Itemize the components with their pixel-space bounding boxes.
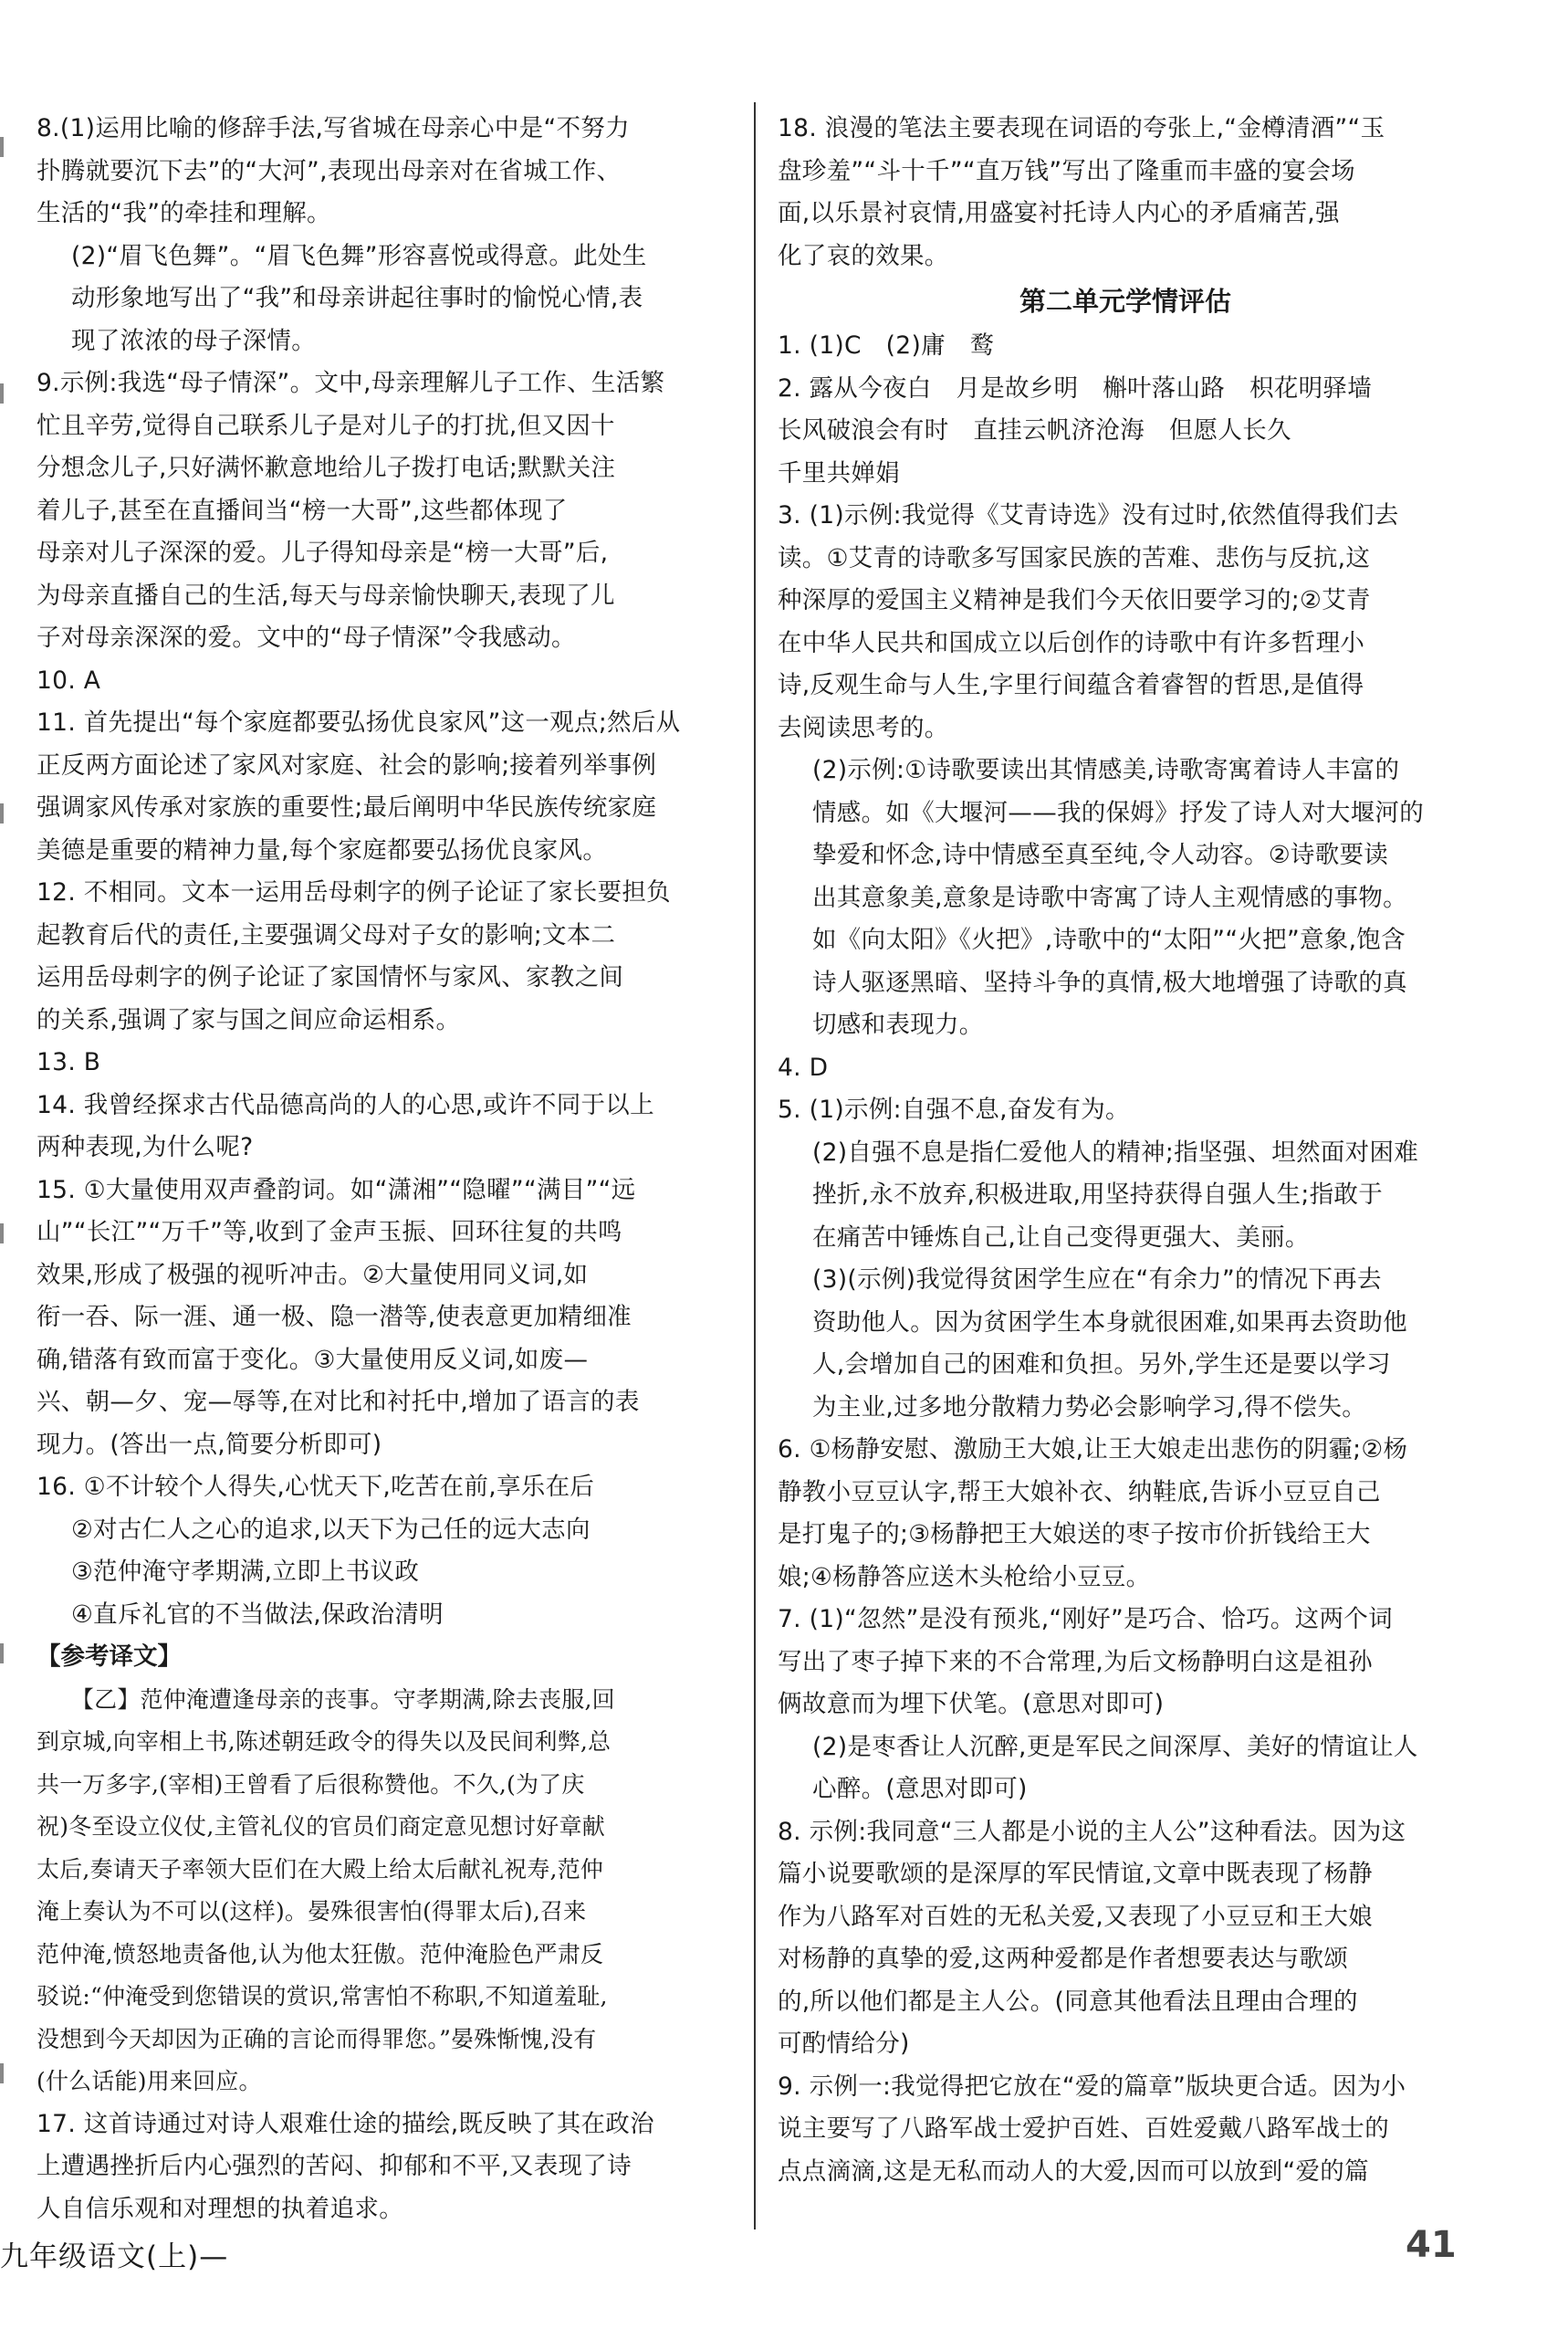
text-line: 子对母亲深深的爱。文中的“母子情深”令我感动。 [37,624,576,652]
text-line: 去阅读思考的。 [778,713,949,742]
text-line: 18. 浪漫的笔法主要表现在词语的夸张上,“金樽清酒”“玉 [778,114,1385,142]
text-line: 俩故意而为埋下伏笔。(意思对即可) [778,1690,1165,1718]
margin-tick [0,383,4,404]
text-line: 8.(1)运用比喻的修辞手法,写省城在母亲心中是“不努力 [37,114,630,142]
answer-16 [37,1466,732,1636]
unit2-answer-4: 4. D [778,1053,829,1082]
footer-grade-label: 九年级语文(上)— [0,2240,229,2273]
text-line: 现了浓浓的母子深情。 [71,326,316,355]
answer-11 [37,702,732,872]
reference-translation-heading: 【参考译文】 [37,1642,182,1671]
text-line: 作为八路军对百姓的无私关爱,又表现了小豆豆和王大娘 [778,1902,1373,1931]
reference-translation [37,1679,732,2103]
text-line: 17. 这首诗通过对诗人艰难仕途的描绘,既反映了其在政治 [37,2109,654,2138]
text-line: 8. 示例:我同意“三人都是小说的主人公”这种看法。因为这 [778,1817,1406,1846]
text-line: 面,以乐景衬哀情,用盛宴衬托诗人内心的矛盾痛苦,强 [778,199,1340,227]
text-line: 6. ①杨静安慰、激励王大娘,让王大娘走出悲伤的阴霾;②杨 [778,1435,1408,1463]
unit2-answer-5-part-2 [778,1132,1473,1260]
text-line: 分想念儿子,只好满怀歉意地给儿子拨打电话;默默关注 [37,454,616,482]
text-line: 驳说:“仲淹受到您错误的赏识,常害怕不称职,不知道羞耻, [37,1983,608,2009]
text-line: 人自信乐观和对理想的执着追求。 [37,2194,403,2223]
text-line: 挫折,永不放弃,积极进取,用坚持获得自强人生;指敢于 [812,1180,1383,1209]
answer-14 [37,1085,732,1170]
unit2-answer-5-part-3 [778,1259,1473,1429]
margin-tick [0,1223,4,1243]
text-line: 是打鬼子的;③杨静把王大娘送的枣子按市价折钱给王大 [778,1520,1371,1548]
text-line: 在痛苦中锤炼自己,让自己变得更强大、美丽。 [812,1222,1310,1252]
text-line: 如《向太阳》《火把》,诗歌中的“太阳”“火把”意象,饱含 [812,926,1406,954]
answer-10: 10. A [37,666,101,695]
text-line: 9. 示例一:我觉得把它放在“爱的篇章”版块更合适。因为小 [778,2072,1406,2101]
text-line: 诗人驱逐黑暗、坚持斗争的真情,极大地增强了诗歌的真 [812,968,1407,997]
text-line: 着儿子,甚至在直播间当“榜一大哥”,这些都体现了 [37,496,568,525]
unit2-answer-7-part-2 [778,1726,1473,1811]
unit2-answer-8 [778,1811,1473,2066]
text-line: 对杨静的真挚的爱,这两种爱都是作者想要表达与歌颂 [778,1945,1349,1973]
text-line: 诗,反观生命与人生,字里行间蕴含着睿智的哲思,是值得 [778,671,1364,699]
text-line: 忙且辛劳,觉得自己联系儿子是对儿子的打扰,但又因十 [37,411,615,440]
margin-tick [0,1643,4,1663]
text-line: 为母亲直播自己的生活,每天与母亲愉快聊天,表现了儿 [37,581,615,610]
text-line: 可酌情给分) [778,2030,910,2058]
text-line: 切感和表现力。 [812,1011,984,1039]
unit2-answer-3 [778,495,1473,750]
text-line: 盘珍羞”“斗十千”“直万钱”写出了隆重而丰盛的宴会场 [778,156,1355,185]
unit2-answer-5: 5. (1)示例:自强不息,奋发有为。 [778,1096,1130,1124]
text-line: 7. (1)“忽然”是没有预兆,“刚好”是巧合、恰巧。这两个词 [778,1605,1393,1633]
text-line: (2)“眉飞色舞”。“眉飞色舞”形容喜悦或得意。此处生 [71,241,647,270]
margin-tick [0,137,4,157]
text-line: 确,错落有致而富于变化。③大量使用反义词,如废— [37,1345,589,1374]
text-line: 正反两方面论述了家风对家庭、社会的影响;接着列举事例 [37,750,657,780]
text-line: 淹上奏认为不可以(这样)。晏殊很害怕(得罪太后),召来 [37,1898,587,1925]
text-line: 【乙】范仲淹遭逢母亲的丧事。守孝期满,除去丧服,回 [37,1685,615,1713]
text-line: 9.示例:我选“母子情深”。文中,母亲理解儿子工作、生活繁 [37,369,665,397]
left-column [37,108,732,2230]
text-line: 扑腾就要沉下去”的“大河”,表现出母亲对在省城工作、 [37,156,622,185]
text-line: 16. ①不计较个人得失,心忧天下,吃苦在前,享乐在后 [37,1473,595,1501]
unit2-answer-2 [778,368,1473,496]
text-line: 共一万多字,(宰相)王曾看了后很称赞他。不久,(为了庆 [37,1770,585,1798]
text-line: 母亲对儿子深深的爱。儿子得知母亲是“榜一大哥”后, [37,539,609,567]
unit2-answer-6 [778,1429,1473,1599]
text-line: 生活的“我”的牵挂和理解。 [37,199,331,227]
text-line: 3. (1)示例:我觉得《艾青诗选》没有过时,依然值得我们去 [778,501,1399,530]
unit2-answer-1: 1. (1)C (2)庸 鹜 [778,331,995,360]
text-line: 两种表现,为什么呢? [37,1133,254,1161]
margin-tick [0,2063,4,2083]
text-line: 运用岳母刺字的例子论证了家国情怀与家风、家教之间 [37,963,624,991]
text-line: 兴、朝—夕、宠—辱等,在对比和衬托中,增加了语言的表 [37,1388,640,1416]
text-line: 情感。如《大堰河——我的保姆》抒发了诗人对大堰河的 [812,798,1424,827]
text-line: 动形象地写出了“我”和母亲讲起往事时的愉悦心情,表 [71,284,643,312]
page-number: 41 [1406,2224,1457,2266]
unit2-answer-3-part-2 [778,750,1473,1047]
text-line: 上遭遇挫折后内心强烈的苦闷、抑郁和不平,又表现了诗 [37,2152,632,2180]
text-line: (2)是枣香让人沉醉,更是军民之间深厚、美好的情谊让人 [812,1732,1418,1761]
text-line: 长风破浪会有时 直挂云帆济沧海 但愿人长久 [778,416,1291,445]
text-line: ②对古仁人之心的追求,以天下为己任的远大志向 [71,1515,591,1544]
text-line: 14. 我曾经探求古代品德高尚的人的心思,或许不同于以上 [37,1090,654,1119]
text-line: 资助他人。因为贫困学生本身就很困难,如果再去资助他 [812,1307,1407,1337]
text-line: (什么话能)用来回应。 [37,2068,262,2094]
text-line: 起教育后代的责任,主要强调父母对子女的影响;文本二 [37,920,616,949]
text-line: 出其意象美,意象是诗歌中寄寓了诗人主观情感的事物。 [812,883,1407,912]
text-line: 到京城,向宰相上书,陈述朝廷政令的得失以及民间利弊,总 [37,1728,612,1755]
text-line: 15. ①大量使用双声叠韵词。如“潇湘”“隐曜”“满目”“远 [37,1175,636,1204]
answer-18 [778,108,1473,278]
text-line: 衔一吞、际一涯、通一极、隐一潜等,使表意更加精细准 [37,1303,632,1331]
text-line: 篇小说要歌颂的是深厚的军民情谊,文章中既表现了杨静 [778,1860,1373,1888]
text-line: 美德是重要的精神力量,每个家庭都要弘扬优良家风。 [37,835,608,865]
text-line: ④直斥礼官的不当做法,保政治清明 [71,1600,444,1629]
text-line: 没想到今天却因为正确的言论而得罪您。”晏殊惭愧,没有 [37,2025,597,2052]
text-line: 千里共婵娟 [778,458,900,488]
unit2-answer-9 [778,2066,1473,2194]
text-line: 太后,奏请天子率领大臣们在大殿上给太后献礼祝寿,范仲 [37,1855,604,1883]
text-line: 点点滴滴,这是无私而动人的大爱,因而可以放到“爱的篇 [778,2156,1369,2186]
text-line: ③范仲淹守孝期满,立即上书议政 [71,1558,420,1586]
text-line: 强调家风传承对家族的重要性;最后阐明中华民族传统家庭 [37,793,657,822]
text-line: 娘;④杨静答应送木头枪给小豆豆。 [778,1562,1151,1591]
text-line: 心醉。(意思对即可) [812,1775,1028,1803]
text-line: 的,所以他们都是主人公。(同意其他看法且理由合理的 [778,1987,1358,2016]
text-line: (2)自强不息是指仁爱他人的精神;指坚强、坦然面对困难 [812,1138,1419,1167]
text-line: 化了哀的效果。 [778,241,949,270]
answer-9 [37,362,732,660]
text-line: 人,会增加自己的困难和负担。另外,学生还是要以学习 [812,1350,1391,1379]
text-line: 效果,形成了极强的视听冲击。②大量使用同义词,如 [37,1260,589,1289]
binding-margin [0,0,5,2228]
text-line: (2)示例:①诗歌要读出其情感美,诗歌寄寓着诗人丰富的 [812,756,1400,784]
text-line: 说主要写了八路军战士爱护百姓、百姓爱戴八路军战士的 [778,2114,1389,2143]
text-line: 范仲淹,愤怒地责备他,认为他太狂傲。范仲淹脸色严肃反 [37,1940,604,1967]
column-divider [754,102,756,2229]
text-line: 写出了枣子掉下来的不合常理,为后文杨静明白这是祖孙 [778,1647,1373,1676]
text-line: 11. 首先提出“每个家庭都要弘扬优良家风”这一观点;然后从 [37,708,681,737]
text-line: 静教小豆豆认字,帮王大娘补衣、纳鞋底,告诉小豆豆自己 [778,1477,1381,1506]
answer-17 [37,2103,732,2231]
text-line: 读。①艾青的诗歌多写国家民族的苦难、悲伤与反抗,这 [778,543,1371,572]
text-line: 祝)冬至设立仪仗,主管礼仪的官员们商定意见想讨好章献 [37,1813,605,1840]
text-line: 的关系,强调了家与国之间应命运相系。 [37,1005,461,1034]
text-line: (3)(示例)我觉得贫困学生应在“有余力”的情况下再去 [812,1265,1382,1294]
text-line: 现力。(答出一点,简要分析即可) [37,1430,382,1459]
text-line: 为主业,过多地分散精力势必会影响学习,得不偿失。 [812,1392,1367,1422]
answer-13: 13. B [37,1048,101,1076]
text-line: 在中华人民共和国成立以后创作的诗歌中有许多哲理小 [778,628,1365,657]
section-title: 第二单元学情评估 [1019,286,1231,317]
answer-15 [37,1170,732,1467]
text-line: 山”“长江”“万千”等,收到了金声玉振、回环往复的共鸣 [37,1218,622,1246]
text-line: 12. 不相同。文本一运用岳母刺字的例子论证了家长要担负 [37,878,671,907]
right-column [778,108,1473,2193]
unit2-answer-7 [778,1599,1473,1726]
text-line: 种深厚的爱国主义精神是我们今天依旧要学习的;②艾青 [778,586,1371,614]
answer-8 [37,108,732,236]
text-line: 2. 露从今夜白 月是故乡明 槲叶落山路 枳花明驿墙 [778,373,1373,403]
text-line: 挚爱和怀念,诗中情感至真至纯,令人动容。②诗歌要读 [812,841,1389,869]
margin-tick [0,803,4,824]
answer-8-part-2 [37,236,732,363]
answer-12 [37,872,732,1042]
